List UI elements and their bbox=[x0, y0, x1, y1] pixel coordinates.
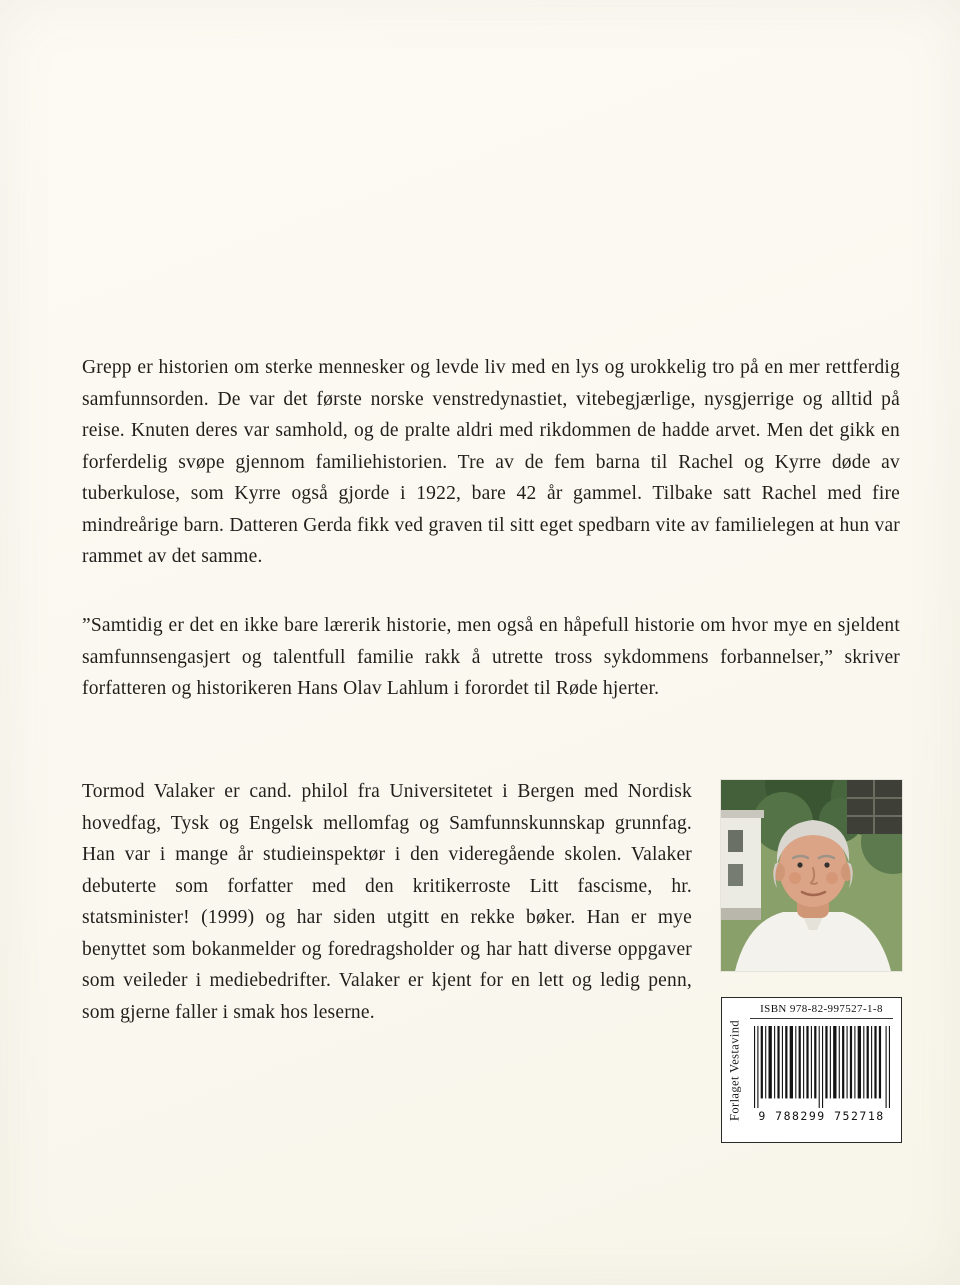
paragraph-author-bio: Tormod Valaker er cand. philol fra Universitetet i Bergen med Nordisk hovedfag, Tysk og Engelsk mellomfag og Samfunnskunnskap grunnfag. Han var i mange år studieinspektør i den videregående skolen. Valaker debuterte som forfatter med den kritikerroste Litt fascisme, hr. statsminister! (1999) og har siden utgitt en rekke bøker. Han er mye benyttet som bokanmelder og foredragsholder og har hatt diverse oppgaver som veileder i mediebedrifter. Valaker er kjent for en lett og ledig penn, som gjerne faller i smak hos leserne. bbox=[82, 781, 692, 1023]
barcode-content bbox=[748, 998, 901, 1142]
publisher-name: Forlaget Vestavind bbox=[727, 1019, 742, 1121]
author-photo-illustration bbox=[721, 780, 902, 971]
author-photo bbox=[721, 780, 902, 971]
paragraph-synopsis: Grepp er historien om sterke mennesker og levde liv med en lys og urokkelig tro på en mer rettferdig samfunnsorden. De var det første norske venstredynastiet, vitebegjærlige, nysgjerrige og alltid på reise. Knuten deres var samhold, og de pralte aldri med rikdommen de hadde arvet. Men det gikk en forferdelig svøpe gjennom familiehistorien. Tre av de fem barna til Rachel og Kyrre døde av tuberkulose, som Kyrre også gjorde i 1922, bare 42 år gammel. Tilbake satt Rachel med fire mindreårige barn. Datteren Gerda fikk ved graven til sitt eget spedbarn vite av familielegen at hun var rammet av det samme. bbox=[82, 357, 900, 567]
isbn-label: ISBN 978-82-997527-1-8 bbox=[750, 1003, 893, 1019]
barcode-bars-icon bbox=[754, 1026, 890, 1108]
barcode-panel bbox=[721, 997, 902, 1143]
barcode-digits: 9 788299 752718 bbox=[758, 1109, 885, 1123]
paragraph-quote: ”Samtidig er det en ikke bare lærerik historie, men også en håpefull historie om hvor mye en sjeldent samfunnsengasjert og talentfull familie rakk å utrette tross sykdommens forbannelser,” skriver forfatteren og historikeren Hans Olav Lahlum i forordet til Røde hjerter. bbox=[82, 615, 900, 699]
